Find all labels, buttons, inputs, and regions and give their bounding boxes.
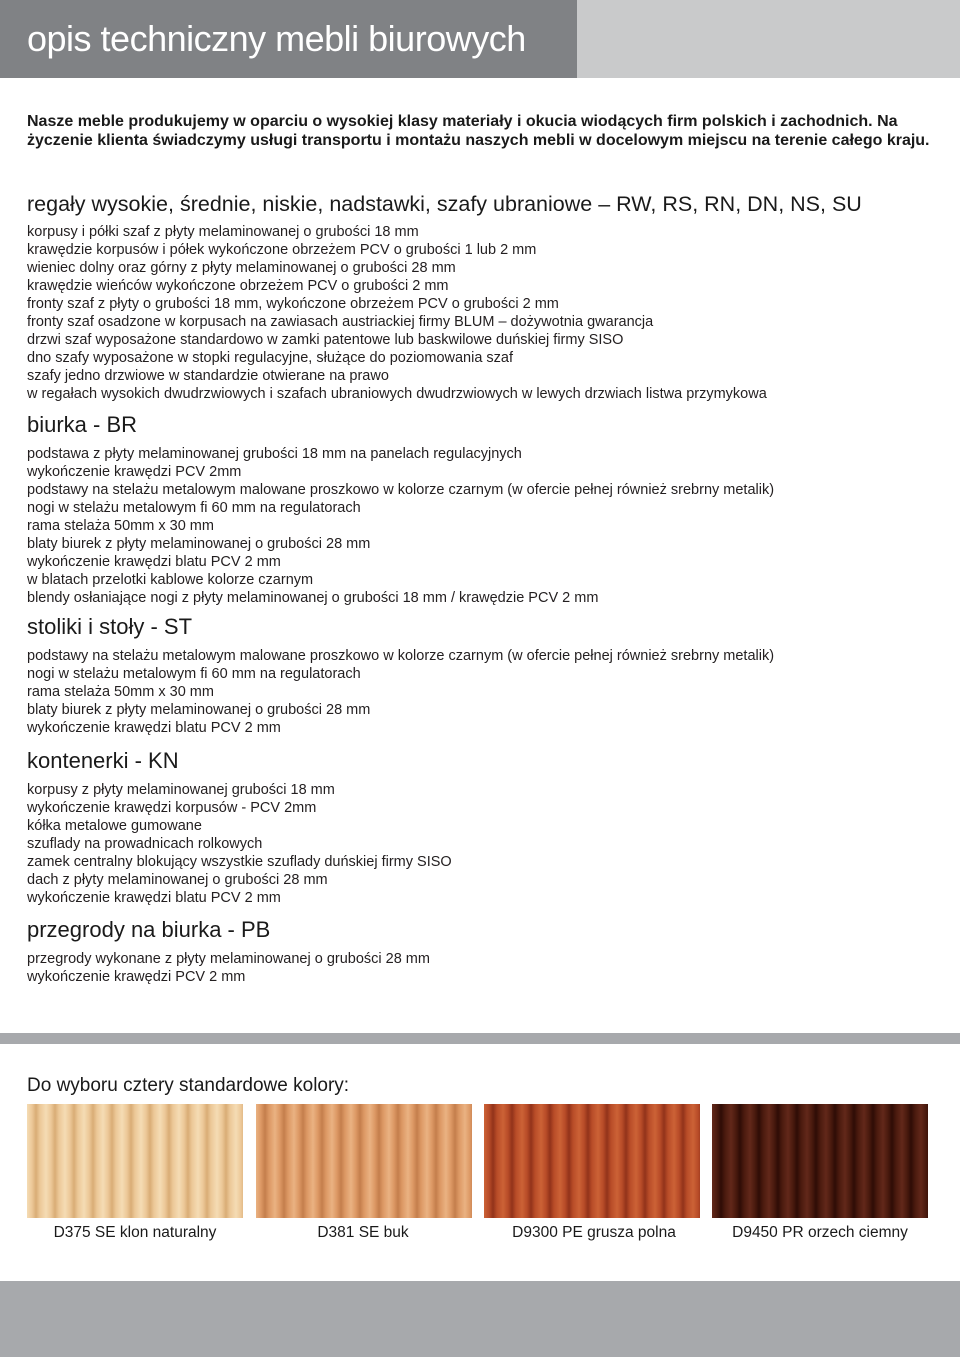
wood-swatch-grusza xyxy=(484,1104,700,1218)
intro-text: Nasze meble produkujemy w oparciu o wysokiej klasy materiały i okucia wiodących firm polskich i zachodnich. Na życzenie klienta świadczymy usługi transportu i montażu naszych mebli w docelowym miejscu na terenie całego kraju. xyxy=(27,113,930,149)
divider-band xyxy=(0,1033,960,1044)
section-title-biurka: biurka - BR xyxy=(27,412,138,437)
spec-item: wykończenie krawędzi blatu PCV 2 mm xyxy=(27,554,281,570)
spec-item: nogi w stelażu metalowym fi 60 mm na regulatorach xyxy=(27,500,361,516)
wood-swatch-orzech xyxy=(712,1104,928,1218)
spec-item: rama stelaża 50mm x 30 mm xyxy=(27,684,214,700)
spec-item: wykończenie krawędzi blatu PCV 2 mm xyxy=(27,890,281,906)
section-title-kontenerki: kontenerki - KN xyxy=(27,748,179,773)
section-title-przegrody: przegrody na biurka - PB xyxy=(27,917,271,942)
section-title-regaly: regały wysokie, średnie, niskie, nadstawki, szafy ubraniowe – RW, RS, RN, DN, NS, SU xyxy=(27,192,862,216)
spec-item: blaty biurek z płyty melaminowanej o grubości 28 mm xyxy=(27,702,371,718)
header-title-box xyxy=(0,0,577,78)
section-biurka xyxy=(27,412,952,607)
section-przegrody xyxy=(27,917,952,986)
section-title-stoliki: stoliki i stoły - ST xyxy=(27,614,193,639)
spec-item: wykończenie krawędzi PCV 2mm xyxy=(27,464,242,480)
spec-item: w regałach wysokich dwudrzwiowych i szafach ubraniowych dwudrzwiowych w lewych drzwiach listwa przymykowa xyxy=(27,386,767,402)
spec-item: dach z płyty melaminowanej o grubości 28 mm xyxy=(27,872,328,888)
colors-title: Do wyboru cztery standardowe kolory: xyxy=(27,1075,350,1096)
spec-item: wykończenie krawędzi blatu PCV 2 mm xyxy=(27,720,281,736)
spec-item: szuflady na prowadnicach rolkowych xyxy=(27,836,263,852)
section-stoliki xyxy=(27,614,952,737)
spec-item: rama stelaża 50mm x 30 mm xyxy=(27,518,214,534)
spec-item: nogi w stelażu metalowym fi 60 mm na regulatorach xyxy=(27,666,361,682)
spec-list-przegrody xyxy=(27,950,952,986)
spec-item: kółka metalowe gumowane xyxy=(27,818,202,834)
section-regaly xyxy=(27,191,952,403)
spec-item: fronty szaf z płyty o grubości 18 mm, wykończone obrzeżem PCV o grubości 2 mm xyxy=(27,296,559,312)
spec-item: podstawy na stelażu metalowym malowane proszkowo w kolorze czarnym (w ofercie pełnej również srebrny metalik) xyxy=(27,648,775,664)
swatch-label-grusza: D9300 PE grusza polna xyxy=(512,1224,676,1241)
spec-item: wieniec dolny oraz górny z płyty melaminowanej o grubości 28 mm xyxy=(27,260,456,276)
page-title: opis techniczny mebli biurowych xyxy=(27,18,526,59)
spec-item: drzwi szaf wyposażone standardowo w zamki patentowe lub baskwilowe duńskiej firmy SISO xyxy=(27,332,624,348)
spec-item: przegrody wykonane z płyty melaminowanej o grubości 28 mm xyxy=(27,951,430,967)
section-kontenerki xyxy=(27,748,952,907)
spec-list-regaly xyxy=(27,223,952,403)
swatch-label-orzech: D9450 PR orzech ciemny xyxy=(732,1224,908,1241)
spec-list-kontenerki xyxy=(27,781,952,907)
spec-item: szafy jedno drzwiowe w standardzie otwierane na prawo xyxy=(27,368,389,384)
spec-item: wykończenie krawędzi PCV 2 mm xyxy=(27,969,246,985)
swatch-label-buk: D381 SE buk xyxy=(317,1224,409,1241)
spec-item: blaty biurek z płyty melaminowanej o grubości 28 mm xyxy=(27,536,371,552)
spec-item: wykończenie krawędzi korpusów - PCV 2mm xyxy=(27,800,317,816)
spec-item: krawędzie wieńców wykończone obrzeżem PCV o grubości 2 mm xyxy=(27,278,449,294)
wood-swatch-klon xyxy=(27,1104,243,1218)
spec-list-stoliki xyxy=(27,647,952,737)
footer-band xyxy=(0,1281,960,1357)
wood-swatch-buk xyxy=(256,1104,472,1218)
spec-item: krawędzie korpusów i półek wykończone obrzeżem PCV o grubości 1 lub 2 mm xyxy=(27,242,537,258)
spec-item: dno szafy wyposażone w stopki regulacyjne, służące do poziomowania szaf xyxy=(27,350,514,366)
spec-item: fronty szaf osadzone w korpusach na zawiasach austriackiej firmy BLUM – dożywotnia gwarancja xyxy=(27,314,654,330)
spec-item: podstawa z płyty melaminowanej grubości 18 mm na panelach regulacyjnych xyxy=(27,446,522,462)
spec-item: podstawy na stelażu metalowym malowane proszkowo w kolorze czarnym (w ofercie pełnej również srebrny metalik) xyxy=(27,482,775,498)
spec-item: korpusy i półki szaf z płyty melaminowanej o grubości 18 mm xyxy=(27,224,419,240)
spec-list-biurka xyxy=(27,445,952,607)
spec-item: korpusy z płyty melaminowanej grubości 18 mm xyxy=(27,782,335,798)
spec-item: zamek centralny blokujący wszystkie szuflady duńskiej firmy SISO xyxy=(27,854,452,870)
swatch-label-klon: D375 SE klon naturalny xyxy=(53,1224,217,1241)
spec-item: blendy osłaniające nogi z płyty melaminowanej o grubości 18 mm / krawędzie PCV 2 mm xyxy=(27,590,599,606)
spec-item: w blatach przelotki kablowe kolorze czarnym xyxy=(27,572,314,588)
